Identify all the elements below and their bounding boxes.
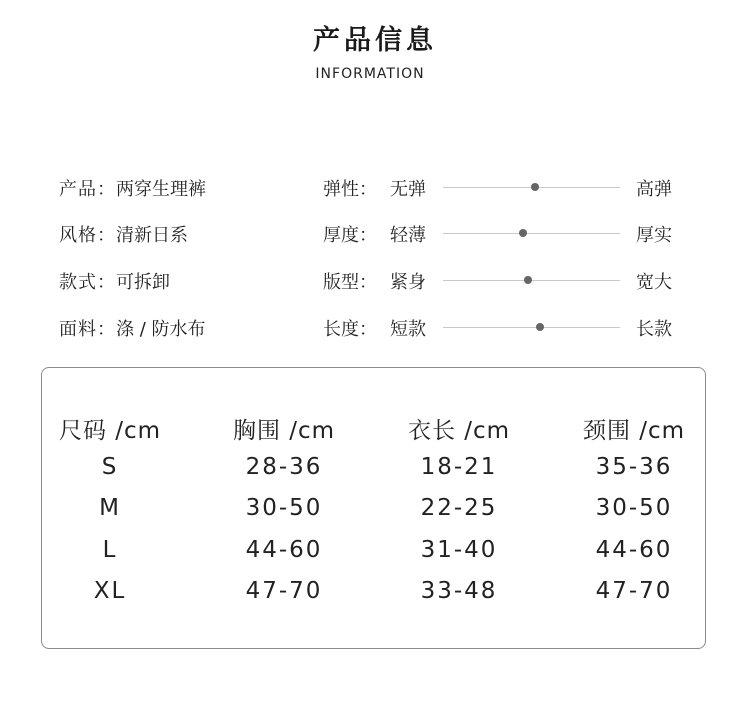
scale-track [443,327,620,328]
scale-track [443,233,620,234]
size-table-cell: 28-36 [245,454,323,480]
size-table-header: 衣长 /cm [407,418,511,444]
scale-max-label: 宽大 [636,272,672,293]
size-table-header: 胸围 /cm [232,418,336,444]
size-table-cell: 44-60 [245,537,323,563]
scale-label: 长度： [323,319,377,340]
size-table-cell: 33-48 [420,578,498,604]
size-label: M [99,495,121,521]
info-label: 面料： [59,319,116,340]
page-title: 产品信息 [313,25,437,56]
info-label: 款式： [59,272,116,293]
info-label: 产品： [59,179,116,200]
size-table-cell: 44-60 [595,537,673,563]
info-value: 两穿生理裤 [116,179,206,200]
size-table-cell: 22-25 [420,495,498,521]
scale-indicator [519,229,527,237]
size-table-cell: 30-50 [245,495,323,521]
scale-indicator [536,323,544,331]
scale-label: 弹性： [323,179,377,200]
scale-indicator [524,276,532,284]
info-row-product [59,175,206,201]
scale-max-label: 高弹 [636,179,672,200]
size-label: L [102,537,118,563]
scale-min-label: 轻薄 [390,225,426,246]
size-label: XL [93,578,127,604]
scale-label: 版型： [323,272,377,293]
scale-min-label: 无弹 [390,179,426,200]
size-table-cell: 35-36 [595,454,673,480]
scale-label: 厚度： [323,225,377,246]
scale-indicator [531,183,539,191]
scale-min-label: 紧身 [390,272,426,293]
info-value: 涤 / 防水布 [116,319,206,340]
scale-max-label: 长款 [636,319,672,340]
scale-max-label: 厚实 [636,225,672,246]
info-value: 清新日系 [116,225,188,246]
size-table-cell: 18-21 [420,454,498,480]
size-table-header: 颈围 /cm [582,418,686,444]
info-value: 可拆卸 [116,272,170,293]
size-table-cell: 30-50 [595,495,673,521]
size-table-header: 尺码 /cm [58,418,162,444]
size-table-cell: 31-40 [420,537,498,563]
info-row-style [59,221,188,247]
size-table-cell: 47-70 [595,578,673,604]
size-label: S [101,454,119,480]
size-table-cell: 47-70 [245,578,323,604]
page-subtitle: INFORMATION [315,66,425,82]
size-table [41,367,706,649]
scale-min-label: 短款 [390,319,426,340]
info-row-type [59,268,170,294]
info-label: 风格： [59,225,116,246]
info-row-fabric [59,315,206,341]
